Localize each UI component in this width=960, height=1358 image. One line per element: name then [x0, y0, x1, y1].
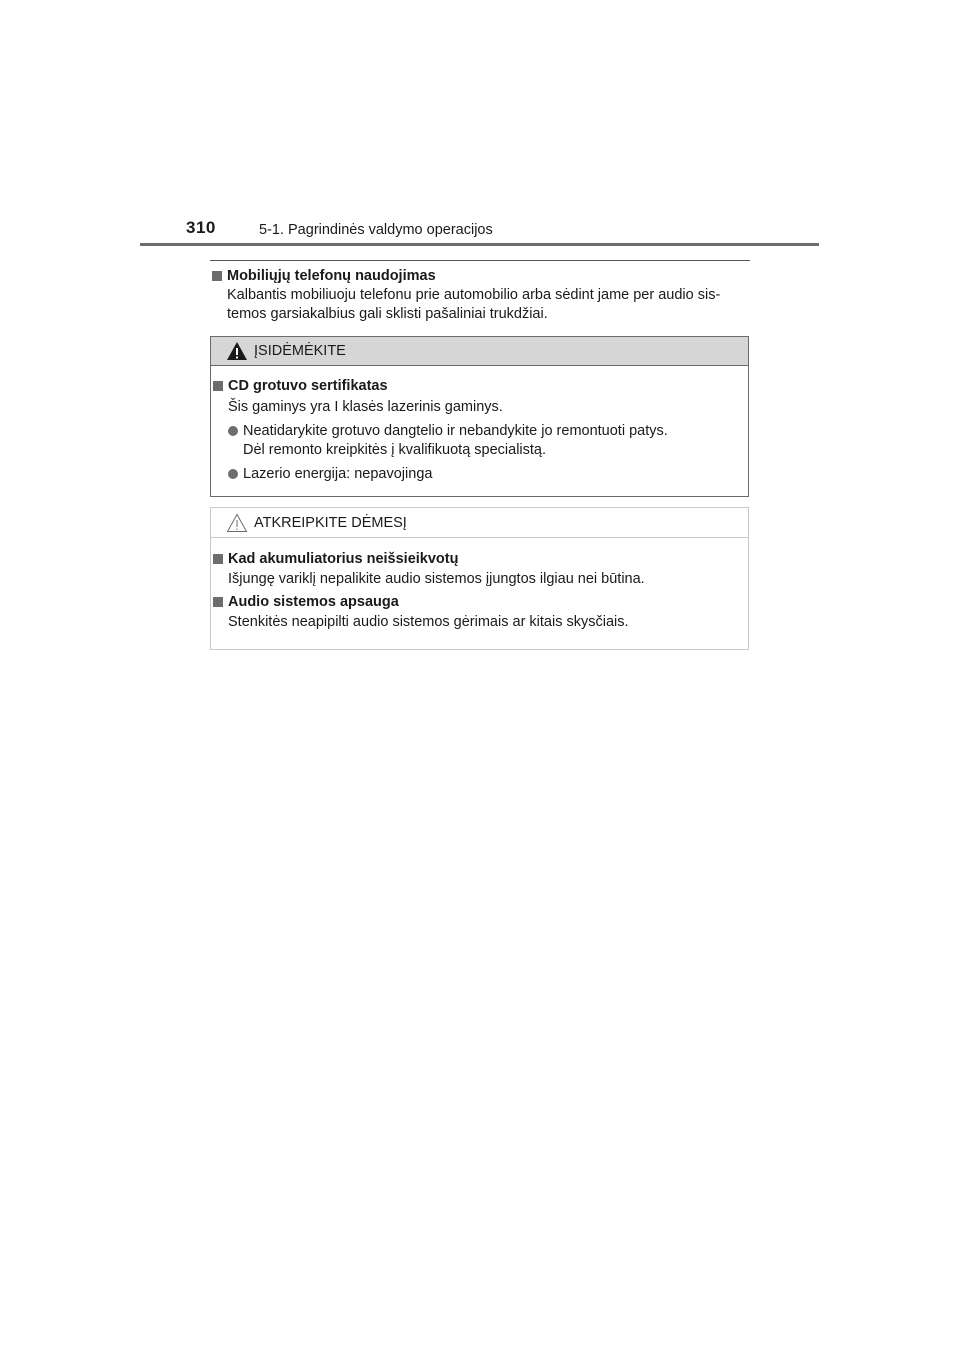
- phone-usage-heading-text: Mobiliųjų telefonų naudojimas: [227, 268, 436, 284]
- list-item-text: [243, 422, 668, 460]
- cd-certificate-heading: [211, 376, 748, 396]
- circle-bullet-icon: [228, 426, 238, 436]
- list-item-line: Dėl remonto kreipkitės į kvalifikuotą specialistą.: [243, 442, 547, 458]
- battery-text: [211, 570, 748, 589]
- warning-box: [210, 336, 749, 497]
- caution-box: [210, 507, 749, 650]
- warning-label: ĮSIDĖMĖKITE: [254, 343, 346, 359]
- paragraph-line: Kalbantis mobiliuoju telefonu prie automobilio arba sėdint jame per audio sis-: [227, 287, 721, 303]
- list-item: [211, 422, 748, 460]
- phone-usage-heading: [210, 266, 750, 286]
- paragraph-line: Šis gaminys yra I klasės lazerinis gaminys.: [228, 399, 503, 415]
- paragraph-line: Išjungę variklį nepalikite audio sistemos įjungtos ilgiau nei būtina.: [228, 571, 645, 587]
- warning-box-header: [211, 337, 748, 366]
- caution-triangle-outline-icon: [226, 513, 248, 533]
- caution-box-body: [211, 538, 748, 632]
- page-number: 310: [186, 218, 216, 237]
- list-item: [211, 465, 748, 484]
- warning-triangle-filled-icon: [226, 341, 248, 361]
- phone-usage-section: [210, 266, 750, 324]
- audio-protection-text: [211, 613, 748, 632]
- list-item-line: Lazerio energija: nepavojinga: [243, 466, 433, 482]
- section-divider: [210, 260, 750, 261]
- paragraph-line: Stenkitės neapipilti audio sistemos gėrimais ar kitais skysčiais.: [228, 614, 629, 630]
- warning-box-body: [211, 366, 748, 484]
- audio-protection-heading: [211, 592, 748, 612]
- battery-heading: [211, 549, 748, 569]
- caution-box-header: [211, 508, 748, 538]
- battery-heading-text: Kad akumuliatorius neišsieikvotų: [228, 551, 459, 567]
- cd-certificate-text: [211, 398, 748, 417]
- square-bullet-icon: [213, 554, 223, 564]
- section-title: 5-1. Pagrindinės valdymo operacijos: [259, 222, 493, 238]
- square-bullet-icon: [213, 381, 223, 391]
- phone-usage-paragraph: [210, 286, 750, 324]
- circle-bullet-icon: [228, 469, 238, 479]
- square-bullet-icon: [212, 271, 222, 281]
- square-bullet-icon: [213, 597, 223, 607]
- cd-certificate-heading-text: CD grotuvo sertifikatas: [228, 378, 388, 394]
- list-item-text: [243, 465, 432, 484]
- header-rule: [140, 243, 819, 246]
- list-item-line: Neatidarykite grotuvo dangtelio ir nebandykite jo remontuoti patys.: [243, 423, 668, 439]
- audio-protection-heading-text: Audio sistemos apsauga: [228, 594, 399, 610]
- paragraph-line: temos garsiakalbius gali sklisti pašaliniai trukdžiai.: [227, 306, 548, 322]
- caution-label: ATKREIPKITE DĖMESĮ: [254, 514, 407, 531]
